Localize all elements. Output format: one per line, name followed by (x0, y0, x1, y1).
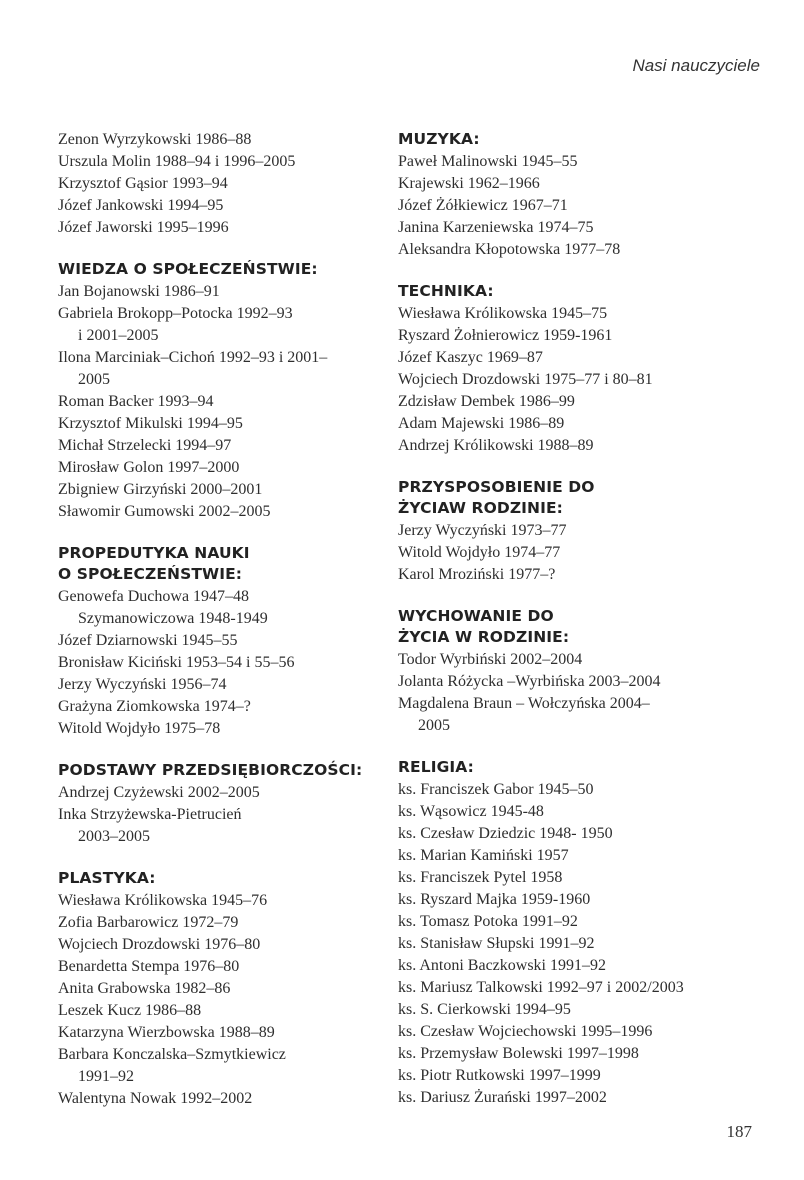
section-untitled (58, 129, 378, 239)
section-muzyka (398, 129, 728, 261)
teacher-entry: Andrzej Czyżewski 2002–2005 (58, 784, 260, 801)
teacher-entry: Zdzisław Dembek 1986–99 (398, 393, 575, 410)
teacher-entry: Todor Wyrbiński 2002–2004 (398, 651, 583, 668)
teacher-entry: Ilona Marciniak–Cichoń 1992–93 i 2001– (58, 349, 328, 366)
teacher-entry: Inka Strzyżewska-Pietrucień (58, 806, 242, 823)
teacher-entry: Aleksandra Kłopotowska 1977–78 (398, 241, 621, 258)
teacher-entry: ks. Ryszard Majka 1959-1960 (398, 891, 591, 908)
teacher-entry: ks. Piotr Rutkowski 1997–1999 (398, 1067, 601, 1084)
section-heading: PODSTAWY PRZEDSIĘBIORCZOŚCI: (58, 761, 363, 779)
teacher-entry: Magdalena Braun – Wołczyńska 2004– (398, 695, 650, 712)
section-religia (398, 757, 728, 1109)
teacher-entry: Karol Mroziński 1977–? (398, 566, 556, 583)
teacher-entry-continuation: 2003–2005 (78, 828, 150, 845)
teacher-entry: ks. Czesław Wojciechowski 1995–1996 (398, 1023, 653, 1040)
teacher-entry: Katarzyna Wierzbowska 1988–89 (58, 1024, 275, 1041)
section-heading: WYCHOWANIE DO ŻYCIA W RODZINIE: (398, 607, 570, 646)
section-plastyka (58, 868, 378, 1110)
section-wychowanie (398, 606, 728, 737)
section-przysposobienie (398, 477, 728, 586)
teacher-entry: Wojciech Drozdowski 1976–80 (58, 936, 261, 953)
teacher-entry: Sławomir Gumowski 2002–2005 (58, 503, 271, 520)
teacher-entry: ks. Przemysław Bolewski 1997–1998 (398, 1045, 639, 1062)
section-heading: RELIGIA: (398, 758, 474, 776)
section-heading: PRZYSPOSOBIENIE DO ŻYCIAW RODZINIE: (398, 478, 595, 517)
teacher-entry: Józef Żółkiewicz 1967–71 (398, 197, 568, 214)
section-heading: TECHNIKA: (398, 282, 494, 300)
teacher-entry-continuation: 2005 (78, 371, 110, 388)
teacher-entry: ks. Stanisław Słupski 1991–92 (398, 935, 595, 952)
teacher-entry: Krzysztof Mikulski 1994–95 (58, 415, 243, 432)
teacher-entry: Wiesława Królikowska 1945–75 (398, 305, 608, 322)
teacher-entry: Jerzy Wyczyński 1973–77 (398, 522, 567, 539)
page-number: 187 (726, 1122, 752, 1141)
teacher-entry: Bronisław Kiciński 1953–54 i 55–56 (58, 654, 295, 671)
teacher-entry: Barbara Konczalska–Szmytkiewicz (58, 1046, 286, 1063)
teacher-entry: Adam Majewski 1986–89 (398, 415, 565, 432)
teacher-entry: Zofia Barbarowicz 1972–79 (58, 914, 239, 931)
teacher-entry: Wiesława Królikowska 1945–76 (58, 892, 268, 909)
teacher-entry: Gabriela Brokopp–Potocka 1992–93 (58, 305, 293, 322)
teacher-entry: ks. Czesław Dziedzic 1948- 1950 (398, 825, 613, 842)
teacher-entry: ks. Wąsowicz 1945-48 (398, 803, 544, 820)
teacher-entry: Michał Strzelecki 1994–97 (58, 437, 232, 454)
teacher-entry: Mirosław Golon 1997–2000 (58, 459, 240, 476)
section-propedutyka (58, 543, 378, 740)
left-column (58, 129, 378, 1110)
teacher-entry: Witold Wojdyło 1974–77 (398, 544, 561, 561)
running-header: Nasi nauczyciele (632, 56, 760, 75)
teacher-entry: ks. S. Cierkowski 1994–95 (398, 1001, 571, 1018)
teacher-entry: ks. Franciszek Pytel 1958 (398, 869, 563, 886)
teacher-entry: Krzysztof Gąsior 1993–94 (58, 175, 228, 192)
teacher-entry: ks. Marian Kamiński 1957 (398, 847, 569, 864)
teacher-entry: Andrzej Królikowski 1988–89 (398, 437, 594, 454)
teacher-entry: Krajewski 1962–1966 (398, 175, 540, 192)
section-heading: WIEDZA O SPOŁECZEŃSTWIE: (58, 260, 318, 278)
section-heading: PLASTYKA: (58, 869, 156, 887)
teacher-entry: Paweł Malinowski 1945–55 (398, 153, 578, 170)
section-technika (398, 281, 728, 457)
teacher-entry: Benardetta Stempa 1976–80 (58, 958, 240, 975)
teacher-entry: ks. Mariusz Talkowski 1992–97 i 2002/2003 (398, 979, 684, 996)
teacher-entry: Jerzy Wyczyński 1956–74 (58, 676, 227, 693)
teacher-entry: ks. Antoni Baczkowski 1991–92 (398, 957, 606, 974)
teacher-entry: Wojciech Drozdowski 1975–77 i 80–81 (398, 371, 653, 388)
right-column (398, 129, 728, 1109)
teacher-entry: Walentyna Nowak 1992–2002 (58, 1090, 253, 1107)
teacher-entry: Józef Kaszyc 1969–87 (398, 349, 543, 366)
section-podstawy-przedsiebiorczosci (58, 760, 378, 848)
teacher-entry: Józef Jankowski 1994–95 (58, 197, 224, 214)
teacher-entry: Jolanta Różycka –Wyrbińska 2003–2004 (398, 673, 661, 690)
teacher-entry: Janina Karzeniewska 1974–75 (398, 219, 594, 236)
teacher-entry: Jan Bojanowski 1986–91 (58, 283, 220, 300)
teacher-entry-continuation: Szymanowiczowa 1948-1949 (78, 610, 268, 627)
teacher-entry-continuation: 1991–92 (78, 1068, 134, 1085)
teacher-entry: Grażyna Ziomkowska 1974–? (58, 698, 251, 715)
teacher-entry: Zenon Wyrzykowski 1986–88 (58, 131, 252, 148)
teacher-entry: Leszek Kucz 1986–88 (58, 1002, 202, 1019)
teacher-entry: ks. Tomasz Potoka 1991–92 (398, 913, 578, 930)
teacher-entry: Witold Wojdyło 1975–78 (58, 720, 221, 737)
teacher-entry-continuation: 2005 (418, 717, 450, 734)
teacher-entry: Zbigniew Girzyński 2000–2001 (58, 481, 263, 498)
teacher-entry: Józef Dziarnowski 1945–55 (58, 632, 238, 649)
teacher-entry-continuation: i 2001–2005 (78, 327, 159, 344)
teacher-entry: ks. Franciszek Gabor 1945–50 (398, 781, 594, 798)
teacher-entry: Urszula Molin 1988–94 i 1996–2005 (58, 153, 296, 170)
teacher-entry: Ryszard Żołnierowicz 1959-1961 (398, 327, 613, 344)
section-wiedza-o-spoleczenstwie (58, 259, 378, 523)
teacher-entry: Anita Grabowska 1982–86 (58, 980, 231, 997)
teacher-entry: ks. Dariusz Żurański 1997–2002 (398, 1089, 607, 1106)
teacher-entry: Józef Jaworski 1995–1996 (58, 219, 229, 236)
teacher-entry: Roman Backer 1993–94 (58, 393, 214, 410)
section-heading: MUZYKA: (398, 130, 480, 148)
section-heading: PROPEDUTYKA NAUKI O SPOŁECZEŃSTWIE: (58, 544, 250, 583)
teacher-entry: Genowefa Duchowa 1947–48 (58, 588, 250, 605)
